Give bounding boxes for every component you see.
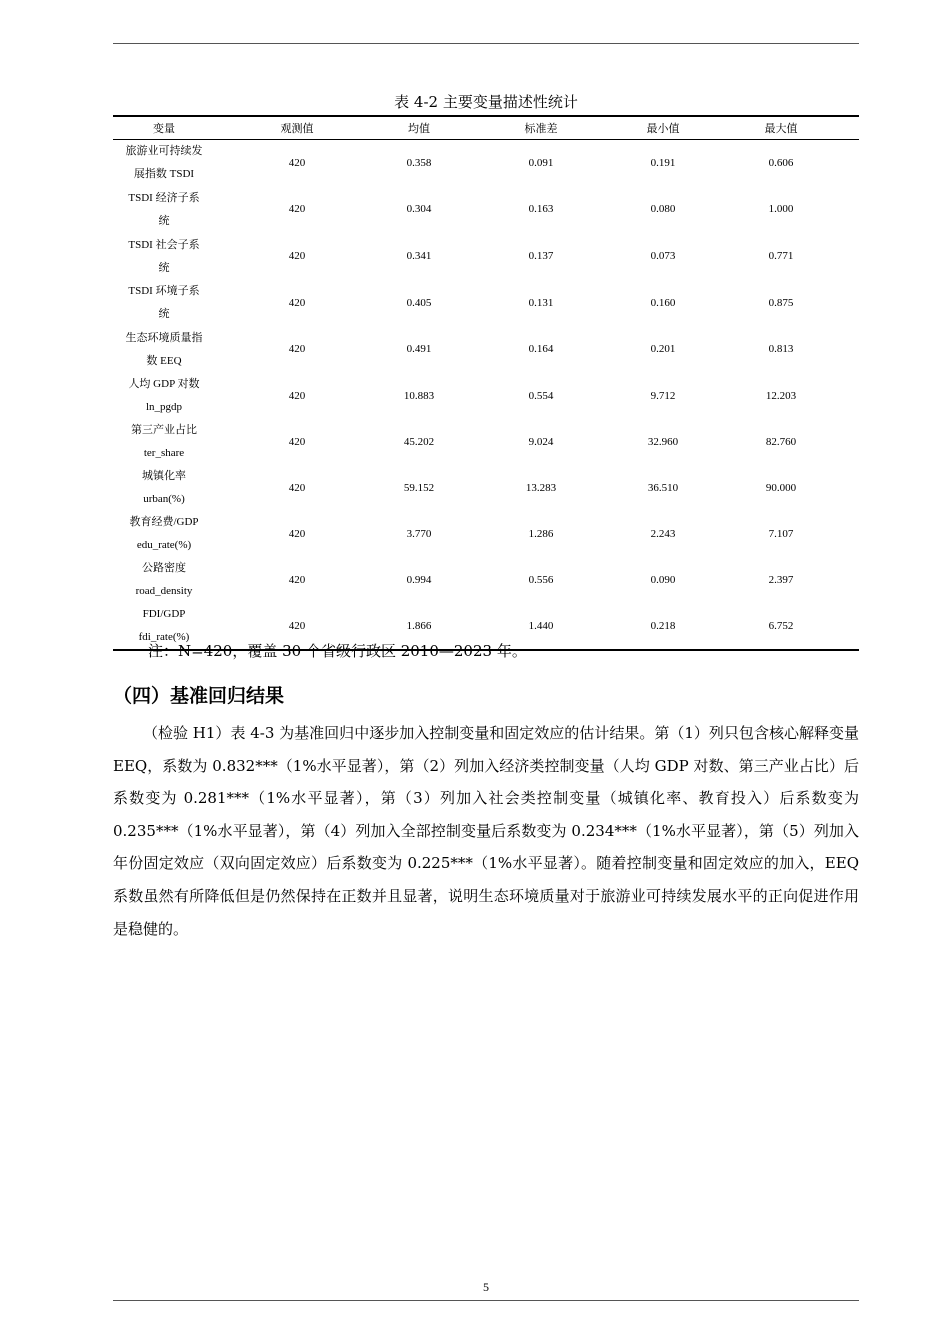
cell-obs: 420 — [288, 156, 306, 169]
cell-max: 2.397 — [768, 573, 794, 586]
variable-name-line: 数 EEQ — [146, 354, 182, 367]
variable-name-line: 统 — [158, 261, 170, 274]
cell-mean: 3.770 — [406, 527, 432, 540]
table-row — [113, 140, 859, 187]
cell-mean: 0.304 — [406, 203, 432, 215]
cell-obs: 420 — [288, 250, 306, 262]
variable-name-line: FDI/GDP — [142, 608, 186, 620]
variable-name-line: 旅游业可持续发 — [125, 145, 203, 157]
cell-min: 2.243 — [650, 527, 676, 540]
cell-variable-name — [113, 233, 215, 280]
variable-name-line: 生态环境质量指 — [125, 331, 203, 344]
cell-max: 90.000 — [765, 481, 797, 494]
cell-sd: 0.164 — [528, 343, 554, 355]
column-header-sd: 标准差 — [459, 116, 623, 140]
cell-min: 0.160 — [650, 296, 676, 309]
cell-sd: 1.286 — [528, 527, 554, 540]
variable-name-line: TSDI 社会子系 — [128, 238, 200, 251]
cell-obs: 420 — [288, 573, 306, 586]
variable-name-line: 人均 GDP 对数 — [128, 378, 200, 390]
page-number: 5 — [483, 1280, 489, 1294]
cell-max: 12.203 — [765, 389, 797, 402]
cell-mean: 59.152 — [403, 481, 435, 494]
column-header-mean: 均值 — [379, 116, 459, 140]
variable-name-line: 展指数 TSDI — [133, 168, 195, 180]
column-header-max: 最大值 — [703, 116, 859, 140]
table-row — [113, 186, 859, 233]
table-row — [113, 326, 859, 373]
cell-variable-name — [113, 511, 215, 557]
column-header-obs: 观测值 — [215, 116, 379, 140]
variable-name-line: TSDI 环境子系 — [128, 285, 200, 297]
cell-max: 0.813 — [768, 343, 794, 355]
variable-name-line: 统 — [158, 308, 170, 320]
cell-min: 0.090 — [650, 573, 676, 586]
cell-mean: 0.405 — [406, 296, 432, 309]
cell-mean: 1.866 — [379, 603, 459, 650]
variable-name-line: ter_share — [143, 447, 185, 459]
body-paragraph: （检验 H1）表 4-3 为基准回归中逐步加入控制变量和固定效应的估计结果。第（1）列只包含核心解释变量 EEQ，系数为 0.832***（1%水平显著），第（2）列加入经济类控制变量（人均 GDP 对数、第三产业占比）后系数变为 0.281***（1%水平显著），第（3）列加入社会类控制变量（城镇化率、教育投入）后系数变为 0.235***（1%水平显著），第（4）列加入全部控制变量后系数变为 0.234***（1%水平显著），第（5）列加入年份固定效应（双向固定效应）后系数变为 0.225***（1%水平显著）。随着控制变量和固定效应的加入，EEQ 系数虽然有所降低但是仍然保持在正数并且显著，说明生态环境质量对于旅游业可持续发展水平的正向促进作用是稳健的。 — [113, 724, 859, 938]
cell-variable-name — [113, 326, 215, 373]
table-row — [113, 373, 859, 419]
descriptive-statistics-table — [113, 115, 859, 651]
cell-obs: 420 — [288, 203, 306, 215]
variable-name-line: 城镇化率 — [142, 470, 186, 482]
variable-name-line: 教育经费/GDP — [129, 516, 199, 528]
cell-variable-name — [113, 465, 215, 511]
cell-mean: 10.883 — [403, 389, 435, 402]
cell-variable-name — [113, 140, 215, 187]
cell-min: 36.510 — [647, 481, 679, 494]
table-row — [113, 557, 859, 603]
cell-max: 0.606 — [768, 156, 794, 169]
cell-variable-name — [113, 280, 215, 326]
cell-sd: 0.163 — [528, 203, 554, 215]
cell-sd: 0.556 — [528, 573, 554, 586]
table-row — [113, 511, 859, 557]
cell-obs: 420 — [288, 481, 306, 494]
cell-min: 0.073 — [650, 250, 676, 262]
variable-name-line: 第三产业占比 — [131, 424, 197, 436]
variable-name-line: 公路密度 — [142, 562, 186, 574]
cell-variable-name — [113, 557, 215, 603]
variable-name-line: edu_rate(%) — [136, 539, 192, 551]
table-caption: 表 4-2 主要变量描述性统计 — [394, 93, 578, 111]
cell-max: 82.760 — [765, 435, 797, 448]
cell-min: 0.191 — [650, 156, 676, 169]
cell-sd: 1.440 — [459, 603, 623, 650]
cell-obs: 420 — [288, 527, 306, 540]
variable-name-line: TSDI 经济子系 — [128, 191, 200, 204]
cell-max: 0.875 — [768, 296, 794, 309]
column-header-min: 最小值 — [623, 116, 703, 140]
table-row — [113, 233, 859, 280]
cell-min: 32.960 — [647, 435, 679, 448]
cell-min: 0.201 — [650, 343, 676, 355]
cell-obs: 420 — [288, 343, 306, 355]
cell-min: 9.712 — [650, 389, 676, 402]
cell-sd: 0.554 — [528, 389, 554, 402]
cell-sd: 9.024 — [528, 435, 554, 448]
cell-max: 6.752 — [703, 603, 859, 650]
header-rule — [113, 43, 859, 44]
cell-sd: 0.131 — [528, 296, 554, 309]
cell-obs: 420 — [288, 296, 306, 309]
cell-mean: 45.202 — [403, 435, 435, 448]
cell-max: 7.107 — [768, 527, 794, 540]
section-heading: （四）基准回归结果 — [113, 685, 285, 707]
cell-variable-name — [113, 373, 215, 419]
cell-mean: 0.491 — [406, 343, 432, 355]
table-row — [113, 465, 859, 511]
cell-sd: 0.091 — [528, 156, 554, 169]
cell-mean: 0.994 — [406, 573, 432, 586]
variable-name-line: 统 — [158, 214, 170, 227]
cell-variable-name — [113, 419, 215, 465]
table-note: 注：N=420，覆盖 30 个省级行政区 2010—2023 年。 — [148, 642, 527, 660]
table-row — [113, 280, 859, 326]
cell-obs: 420 — [288, 389, 306, 402]
table-header-row — [113, 116, 859, 140]
cell-sd: 13.283 — [525, 481, 557, 494]
cell-variable-name — [113, 186, 215, 233]
cell-mean: 0.358 — [406, 156, 432, 169]
cell-max: 0.771 — [768, 250, 794, 262]
table-row — [113, 419, 859, 465]
cell-min: 0.080 — [650, 203, 676, 215]
cell-obs: 420 — [215, 603, 379, 650]
variable-name-line: fdi_rate(%) — [138, 631, 190, 643]
column-header-variable: 变量 — [113, 116, 215, 140]
variable-name-line: road_density — [135, 585, 193, 597]
cell-max: 1.000 — [768, 203, 794, 215]
cell-mean: 0.341 — [406, 250, 432, 262]
variable-name-line: urban(%) — [143, 493, 185, 505]
cell-obs: 420 — [288, 435, 306, 448]
cell-min: 0.218 — [623, 603, 703, 650]
variable-name-line: ln_pgdp — [145, 401, 183, 413]
cell-sd: 0.137 — [528, 250, 554, 262]
footer-rule — [113, 1300, 859, 1301]
